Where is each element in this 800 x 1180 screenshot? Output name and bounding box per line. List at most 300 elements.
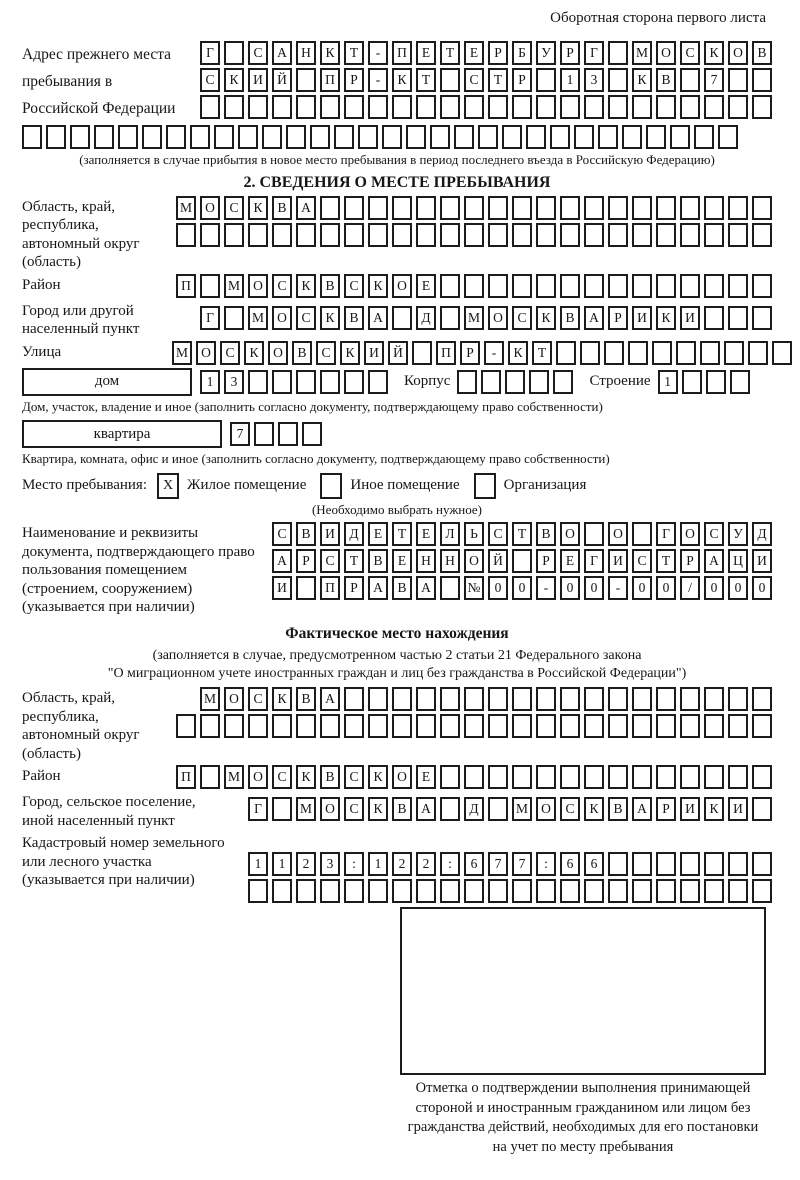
form-cell[interactable] [320, 95, 340, 119]
form-cell[interactable] [296, 714, 316, 738]
form-cell[interactable] [680, 95, 700, 119]
form-cell[interactable]: Б [512, 41, 532, 65]
form-cell[interactable] [704, 879, 724, 903]
form-cell[interactable]: 0 [728, 576, 748, 600]
cadastral-row-2[interactable] [248, 879, 772, 903]
form-cell[interactable] [728, 68, 748, 92]
form-cell[interactable] [344, 196, 364, 220]
form-cell[interactable]: О [560, 522, 580, 546]
house-number-cells[interactable] [200, 370, 388, 394]
form-cell[interactable]: 0 [560, 576, 580, 600]
form-cell[interactable]: : [344, 852, 364, 876]
form-cell[interactable] [481, 370, 501, 394]
form-cell[interactable] [440, 765, 460, 789]
form-cell[interactable]: С [488, 522, 508, 546]
cadastral-row-1[interactable] [248, 852, 772, 876]
form-cell[interactable]: Е [416, 522, 436, 546]
form-cell[interactable] [272, 714, 292, 738]
form-cell[interactable] [656, 223, 676, 247]
form-cell[interactable]: О [656, 41, 676, 65]
form-cell[interactable]: - [484, 341, 504, 365]
form-cell[interactable] [190, 125, 210, 149]
form-cell[interactable] [752, 196, 772, 220]
form-cell[interactable]: 1 [200, 370, 220, 394]
form-cell[interactable] [368, 714, 388, 738]
form-cell[interactable] [464, 223, 484, 247]
form-cell[interactable]: Л [440, 522, 460, 546]
form-cell[interactable] [560, 223, 580, 247]
form-cell[interactable]: С [316, 341, 336, 365]
apartment-cells[interactable] [230, 422, 322, 446]
form-cell[interactable] [488, 223, 508, 247]
form-cell[interactable]: 1 [248, 852, 268, 876]
form-cell[interactable]: М [172, 341, 192, 365]
form-cell[interactable]: С [632, 549, 652, 573]
form-cell[interactable] [584, 765, 604, 789]
form-cell[interactable]: И [752, 549, 772, 573]
form-cell[interactable]: Й [272, 68, 292, 92]
form-cell[interactable] [656, 765, 676, 789]
form-cell[interactable]: - [368, 41, 388, 65]
form-cell[interactable] [680, 687, 700, 711]
form-cell[interactable]: С [464, 68, 484, 92]
form-cell[interactable] [412, 341, 432, 365]
prev-address-row-1[interactable] [200, 41, 772, 65]
form-cell[interactable] [512, 687, 532, 711]
form-cell[interactable] [392, 687, 412, 711]
form-cell[interactable]: 0 [704, 576, 724, 600]
form-cell[interactable]: С [296, 306, 316, 330]
stay-option-residential-checkbox[interactable]: X [157, 473, 179, 499]
form-cell[interactable] [704, 196, 724, 220]
form-cell[interactable] [656, 879, 676, 903]
form-cell[interactable] [368, 223, 388, 247]
form-cell[interactable]: В [752, 41, 772, 65]
form-cell[interactable]: 6 [560, 852, 580, 876]
form-cell[interactable] [416, 687, 436, 711]
form-cell[interactable] [536, 687, 556, 711]
form-cell[interactable] [440, 797, 460, 821]
form-cell[interactable] [584, 95, 604, 119]
form-cell[interactable] [656, 687, 676, 711]
form-cell[interactable]: А [296, 196, 316, 220]
form-cell[interactable] [632, 522, 652, 546]
form-cell[interactable] [680, 223, 700, 247]
form-cell[interactable] [512, 274, 532, 298]
form-cell[interactable] [344, 95, 364, 119]
form-cell[interactable] [632, 714, 652, 738]
form-cell[interactable]: М [224, 765, 244, 789]
form-cell[interactable]: Г [200, 41, 220, 65]
form-cell[interactable] [704, 306, 724, 330]
form-cell[interactable]: С [200, 68, 220, 92]
form-cell[interactable] [440, 714, 460, 738]
form-cell[interactable] [392, 223, 412, 247]
form-cell[interactable] [556, 341, 576, 365]
actual-district-row[interactable] [176, 765, 772, 789]
form-cell[interactable] [512, 765, 532, 789]
form-cell[interactable]: И [272, 576, 292, 600]
form-cell[interactable] [656, 852, 676, 876]
form-cell[interactable] [224, 41, 244, 65]
form-cell[interactable]: Н [440, 549, 460, 573]
form-cell[interactable]: О [320, 797, 340, 821]
form-cell[interactable] [646, 125, 666, 149]
form-cell[interactable]: М [176, 196, 196, 220]
form-cell[interactable] [574, 125, 594, 149]
form-cell[interactable]: О [248, 765, 268, 789]
form-cell[interactable] [604, 341, 624, 365]
form-cell[interactable] [700, 341, 720, 365]
form-cell[interactable]: С [344, 765, 364, 789]
form-cell[interactable]: О [728, 41, 748, 65]
form-cell[interactable] [286, 125, 306, 149]
form-cell[interactable]: Е [464, 41, 484, 65]
form-cell[interactable] [248, 223, 268, 247]
form-cell[interactable] [248, 370, 268, 394]
form-cell[interactable]: М [248, 306, 268, 330]
form-cell[interactable] [772, 341, 792, 365]
form-cell[interactable] [728, 196, 748, 220]
form-cell[interactable]: С [248, 41, 268, 65]
form-cell[interactable]: К [320, 41, 340, 65]
form-cell[interactable]: Т [512, 522, 532, 546]
form-cell[interactable] [464, 879, 484, 903]
form-cell[interactable] [512, 714, 532, 738]
form-cell[interactable] [430, 125, 450, 149]
form-cell[interactable] [560, 274, 580, 298]
form-cell[interactable]: Т [656, 549, 676, 573]
form-cell[interactable]: 3 [584, 68, 604, 92]
form-cell[interactable] [560, 687, 580, 711]
form-cell[interactable]: П [436, 341, 456, 365]
form-cell[interactable]: 3 [224, 370, 244, 394]
form-cell[interactable]: Г [248, 797, 268, 821]
form-cell[interactable] [512, 879, 532, 903]
form-cell[interactable] [608, 852, 628, 876]
form-cell[interactable] [344, 714, 364, 738]
form-cell[interactable] [704, 223, 724, 247]
form-cell[interactable]: С [320, 549, 340, 573]
form-cell[interactable]: А [632, 797, 652, 821]
form-cell[interactable] [656, 95, 676, 119]
form-cell[interactable] [46, 125, 66, 149]
form-cell[interactable]: А [416, 576, 436, 600]
form-cell[interactable] [694, 125, 714, 149]
form-cell[interactable]: В [320, 274, 340, 298]
form-cell[interactable]: 0 [488, 576, 508, 600]
form-cell[interactable]: В [296, 687, 316, 711]
form-cell[interactable]: 7 [488, 852, 508, 876]
form-cell[interactable] [730, 370, 750, 394]
form-cell[interactable]: Р [344, 576, 364, 600]
form-cell[interactable]: Р [608, 306, 628, 330]
form-cell[interactable]: Д [416, 306, 436, 330]
form-cell[interactable]: О [272, 306, 292, 330]
form-cell[interactable]: И [680, 797, 700, 821]
form-cell[interactable] [584, 223, 604, 247]
form-cell[interactable] [704, 852, 724, 876]
form-cell[interactable] [598, 125, 618, 149]
form-cell[interactable] [392, 714, 412, 738]
form-cell[interactable]: О [536, 797, 556, 821]
form-cell[interactable]: С [272, 274, 292, 298]
form-cell[interactable]: К [368, 797, 388, 821]
form-cell[interactable]: С [680, 41, 700, 65]
form-cell[interactable]: О [248, 274, 268, 298]
form-cell[interactable] [656, 196, 676, 220]
form-cell[interactable]: В [292, 341, 312, 365]
form-cell[interactable]: Р [512, 68, 532, 92]
form-cell[interactable] [320, 879, 340, 903]
form-cell[interactable] [278, 422, 298, 446]
form-cell[interactable]: О [196, 341, 216, 365]
form-cell[interactable] [752, 68, 772, 92]
document-row-3[interactable] [272, 576, 772, 600]
form-cell[interactable] [728, 879, 748, 903]
form-cell[interactable] [536, 223, 556, 247]
form-cell[interactable] [488, 95, 508, 119]
form-cell[interactable] [656, 274, 676, 298]
form-cell[interactable] [526, 125, 546, 149]
prev-address-row-3[interactable] [200, 95, 772, 119]
form-cell[interactable]: М [464, 306, 484, 330]
form-cell[interactable] [296, 576, 316, 600]
form-cell[interactable] [488, 196, 508, 220]
form-cell[interactable] [416, 714, 436, 738]
form-cell[interactable]: С [272, 765, 292, 789]
form-cell[interactable] [718, 125, 738, 149]
form-cell[interactable] [584, 687, 604, 711]
form-cell[interactable] [440, 95, 460, 119]
form-cell[interactable] [392, 95, 412, 119]
form-cell[interactable]: Е [368, 522, 388, 546]
form-cell[interactable]: Т [416, 68, 436, 92]
form-cell[interactable]: 0 [656, 576, 676, 600]
form-cell[interactable]: К [340, 341, 360, 365]
form-cell[interactable]: Р [488, 41, 508, 65]
actual-region-row-1[interactable] [200, 687, 772, 711]
street-row[interactable] [172, 341, 792, 365]
form-cell[interactable]: В [560, 306, 580, 330]
form-cell[interactable] [214, 125, 234, 149]
form-cell[interactable] [296, 223, 316, 247]
form-cell[interactable] [728, 95, 748, 119]
form-cell[interactable] [512, 549, 532, 573]
form-cell[interactable] [254, 422, 274, 446]
form-cell[interactable] [118, 125, 138, 149]
form-cell[interactable] [529, 370, 549, 394]
form-cell[interactable]: 2 [296, 852, 316, 876]
form-cell[interactable] [608, 41, 628, 65]
form-cell[interactable] [656, 714, 676, 738]
form-cell[interactable]: К [508, 341, 528, 365]
form-cell[interactable]: Р [656, 797, 676, 821]
stroenie-cells[interactable] [658, 370, 750, 394]
form-cell[interactable]: В [392, 576, 412, 600]
form-cell[interactable]: С [344, 797, 364, 821]
form-cell[interactable]: М [296, 797, 316, 821]
form-cell[interactable]: И [320, 522, 340, 546]
form-cell[interactable] [320, 370, 340, 394]
form-cell[interactable] [704, 765, 724, 789]
form-cell[interactable] [368, 95, 388, 119]
form-cell[interactable] [392, 879, 412, 903]
form-cell[interactable] [200, 223, 220, 247]
form-cell[interactable] [670, 125, 690, 149]
form-cell[interactable] [320, 223, 340, 247]
form-cell[interactable]: Й [488, 549, 508, 573]
form-cell[interactable]: В [320, 765, 340, 789]
form-cell[interactable] [584, 714, 604, 738]
form-cell[interactable] [358, 125, 378, 149]
form-cell[interactable] [608, 765, 628, 789]
form-cell[interactable] [344, 687, 364, 711]
form-cell[interactable]: Т [488, 68, 508, 92]
form-cell[interactable]: - [536, 576, 556, 600]
form-cell[interactable]: - [608, 576, 628, 600]
form-cell[interactable] [440, 879, 460, 903]
form-cell[interactable] [560, 765, 580, 789]
form-cell[interactable] [224, 223, 244, 247]
form-cell[interactable] [536, 714, 556, 738]
form-cell[interactable] [488, 274, 508, 298]
form-cell[interactable]: И [728, 797, 748, 821]
form-cell[interactable] [142, 125, 162, 149]
form-cell[interactable] [608, 196, 628, 220]
form-cell[interactable]: В [272, 196, 292, 220]
form-cell[interactable] [580, 341, 600, 365]
form-cell[interactable] [440, 687, 460, 711]
form-cell[interactable] [512, 223, 532, 247]
form-cell[interactable]: В [344, 306, 364, 330]
form-cell[interactable] [224, 306, 244, 330]
form-cell[interactable]: Р [344, 68, 364, 92]
form-cell[interactable]: 2 [416, 852, 436, 876]
form-cell[interactable] [680, 196, 700, 220]
form-cell[interactable] [752, 687, 772, 711]
form-cell[interactable]: К [368, 274, 388, 298]
form-cell[interactable] [512, 95, 532, 119]
form-cell[interactable]: Н [416, 549, 436, 573]
form-cell[interactable] [553, 370, 573, 394]
form-cell[interactable] [680, 274, 700, 298]
form-cell[interactable] [272, 95, 292, 119]
form-cell[interactable]: О [224, 687, 244, 711]
form-cell[interactable] [728, 852, 748, 876]
form-cell[interactable]: 0 [752, 576, 772, 600]
form-cell[interactable] [560, 879, 580, 903]
form-cell[interactable]: К [224, 68, 244, 92]
form-cell[interactable]: Д [752, 522, 772, 546]
form-cell[interactable]: К [584, 797, 604, 821]
form-cell[interactable] [680, 68, 700, 92]
form-cell[interactable]: К [248, 196, 268, 220]
form-cell[interactable] [454, 125, 474, 149]
form-cell[interactable]: Р [560, 41, 580, 65]
form-cell[interactable] [262, 125, 282, 149]
form-cell[interactable] [752, 95, 772, 119]
form-cell[interactable]: Г [584, 41, 604, 65]
document-row-1[interactable] [272, 522, 772, 546]
form-cell[interactable] [310, 125, 330, 149]
form-cell[interactable] [296, 95, 316, 119]
form-cell[interactable] [632, 687, 652, 711]
form-cell[interactable]: 0 [584, 576, 604, 600]
form-cell[interactable] [166, 125, 186, 149]
form-cell[interactable]: Е [392, 549, 412, 573]
form-cell[interactable] [416, 223, 436, 247]
form-cell[interactable]: 6 [464, 852, 484, 876]
form-cell[interactable] [536, 879, 556, 903]
form-cell[interactable] [416, 879, 436, 903]
form-cell[interactable] [512, 196, 532, 220]
form-cell[interactable] [416, 196, 436, 220]
form-cell[interactable] [464, 196, 484, 220]
form-cell[interactable] [608, 687, 628, 711]
form-cell[interactable] [680, 852, 700, 876]
form-cell[interactable]: К [704, 41, 724, 65]
form-cell[interactable]: Д [344, 522, 364, 546]
form-cell[interactable] [560, 196, 580, 220]
form-cell[interactable]: 3 [320, 852, 340, 876]
form-cell[interactable]: Т [344, 549, 364, 573]
form-cell[interactable]: О [608, 522, 628, 546]
form-cell[interactable]: 7 [512, 852, 532, 876]
form-cell[interactable]: № [464, 576, 484, 600]
form-cell[interactable]: А [272, 41, 292, 65]
form-cell[interactable]: Й [388, 341, 408, 365]
region-row-1[interactable] [176, 196, 772, 220]
form-cell[interactable] [752, 274, 772, 298]
form-cell[interactable] [272, 879, 292, 903]
form-cell[interactable] [22, 125, 42, 149]
stay-option-organization-checkbox[interactable] [474, 473, 496, 499]
form-cell[interactable] [704, 687, 724, 711]
form-cell[interactable] [392, 306, 412, 330]
form-cell[interactable] [752, 714, 772, 738]
form-cell[interactable] [608, 223, 628, 247]
form-cell[interactable] [457, 370, 477, 394]
form-cell[interactable]: К [536, 306, 556, 330]
city-row[interactable] [200, 306, 772, 330]
form-cell[interactable] [704, 274, 724, 298]
form-cell[interactable] [752, 852, 772, 876]
form-cell[interactable] [584, 196, 604, 220]
form-cell[interactable]: - [368, 68, 388, 92]
form-cell[interactable]: М [200, 687, 220, 711]
form-cell[interactable]: : [536, 852, 556, 876]
form-cell[interactable] [752, 879, 772, 903]
form-cell[interactable] [652, 341, 672, 365]
form-cell[interactable]: 0 [512, 576, 532, 600]
form-cell[interactable] [224, 95, 244, 119]
form-cell[interactable]: О [268, 341, 288, 365]
form-cell[interactable] [464, 765, 484, 789]
form-cell[interactable]: П [320, 68, 340, 92]
form-cell[interactable]: Т [440, 41, 460, 65]
form-cell[interactable] [272, 223, 292, 247]
form-cell[interactable]: С [704, 522, 724, 546]
district-row[interactable] [176, 274, 772, 298]
form-cell[interactable]: О [488, 306, 508, 330]
form-cell[interactable]: П [176, 765, 196, 789]
form-cell[interactable] [704, 95, 724, 119]
form-cell[interactable]: А [368, 576, 388, 600]
form-cell[interactable] [752, 223, 772, 247]
form-cell[interactable] [536, 196, 556, 220]
form-cell[interactable] [200, 95, 220, 119]
